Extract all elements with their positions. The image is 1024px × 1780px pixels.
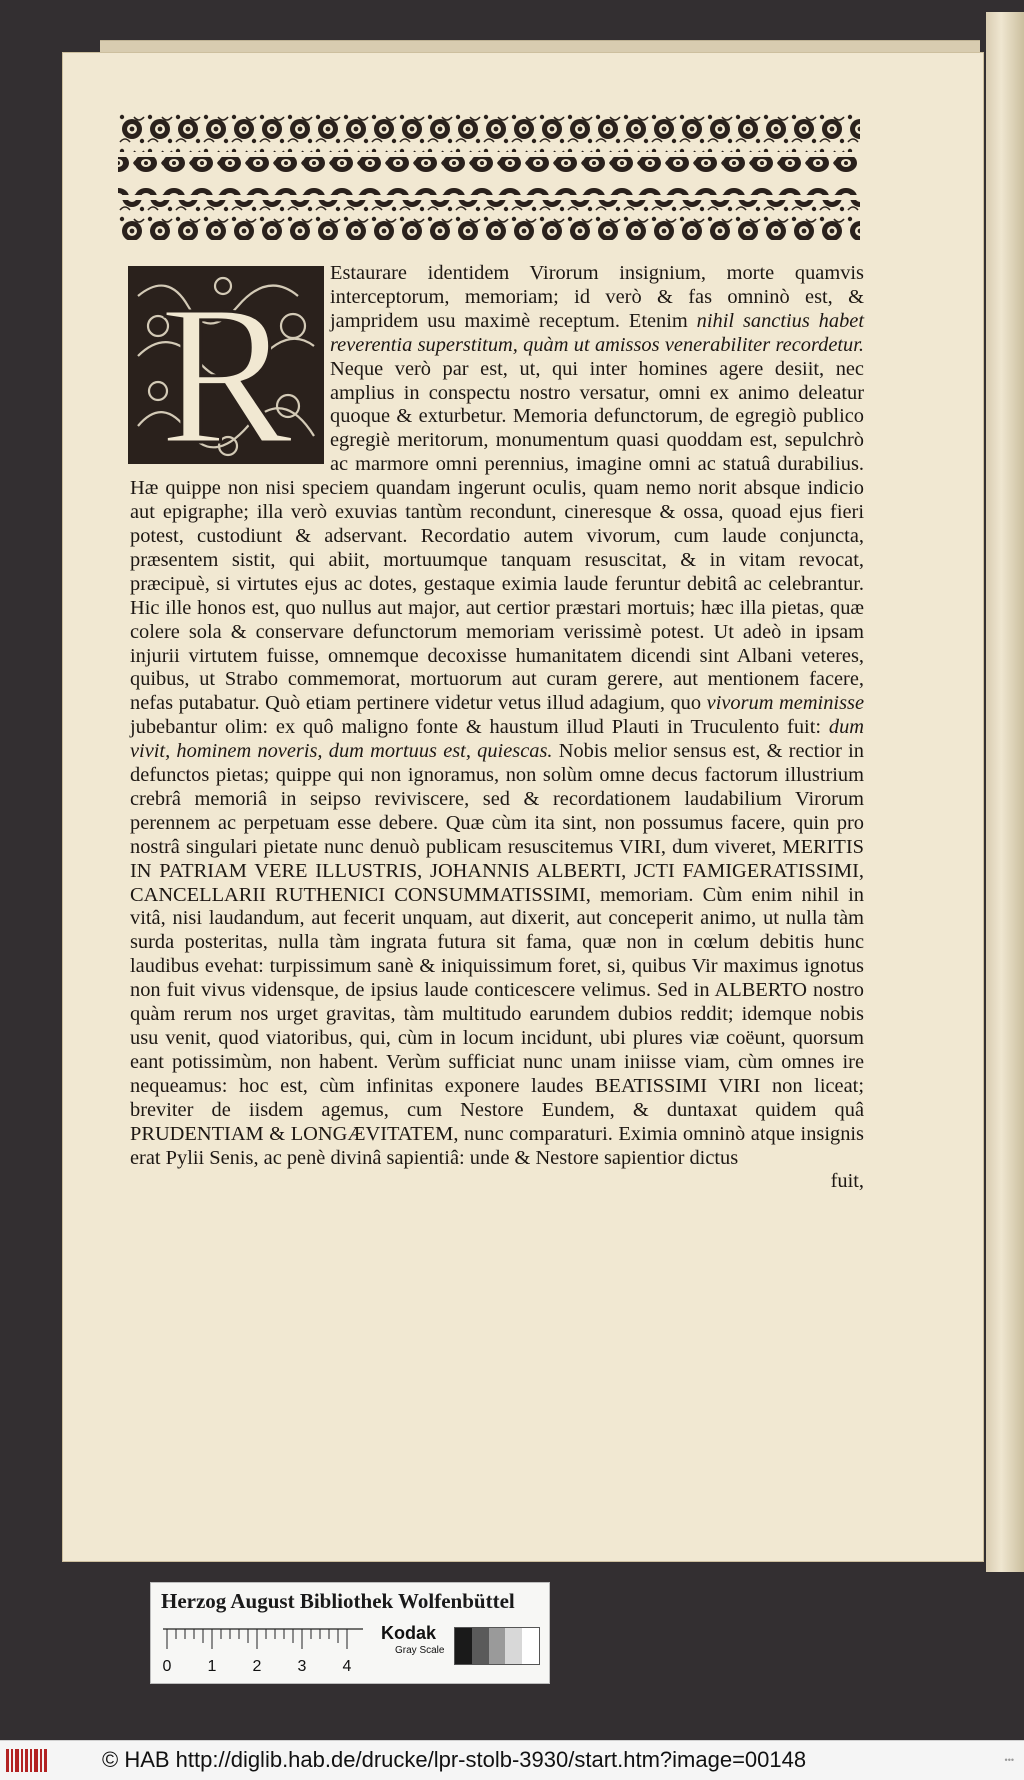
gray-patch [472, 1628, 489, 1664]
ruler-number-2: 2 [252, 1658, 262, 1675]
catchword: fuit, [830, 1170, 864, 1193]
gray-scale-label: Gray Scale [395, 1645, 445, 1656]
gray-patch [522, 1628, 539, 1664]
drop-cap-letter: R [159, 266, 293, 464]
institution-name: Herzog August Bibliothek Wolfenbüttel [161, 1589, 515, 1613]
scale-ruler [163, 1627, 373, 1679]
ruler-number-4: 4 [342, 1658, 352, 1675]
gray-patch [455, 1628, 472, 1664]
color-calibration-card [150, 1582, 550, 1684]
text-segment-1: Estaurare identidem Virorum insignium, morte quamvis interceptorum, memoriam; id verò & fas omninò est, & jampridem usu maximè receptum. Etenim [330, 262, 864, 332]
quote-reverentia: nihil sanctius habet reverentia superstitum, quàm ut amissos venerabiliter recordetur. [330, 309, 864, 356]
ruler-number-1: 1 [207, 1658, 217, 1675]
ruler-number-0: 0 [163, 1658, 172, 1675]
ruler-number-3: 3 [297, 1658, 307, 1675]
footer-bar [0, 1740, 1024, 1780]
body-text [130, 262, 864, 1194]
text-segment-3: jubebantur olim: ex quô maligno fonte & haustum illud Plauti in Truculento fuit: [130, 716, 829, 739]
hab-logo-icon [6, 1747, 50, 1774]
quote-plautus: dum vivit, hominem noveris, dum mortuus est, quiescas. [130, 716, 864, 763]
gray-patch [505, 1628, 522, 1664]
text-segment-4: Nobis melior sensus est, & rectior in defunctos pietas; quippe qui non ignoramus, non solùm omne decus factorum illustrium crebrâ memoriâ in seipso reviviscere, sed & recordationem laudabilium Virorum perennem ac perpetuam esse debere. Quæ cùm ita sint, non possumus facere, quin pro nostrâ singulari pietate nunc denuò publicam resuscitemus VIRI, dum viveret, MERITIS IN PATRIAM VERE ILLUSTRIS, JOHANNIS ALBERTI, JCTI FAMIGERATISSIMI, CANCELLARII RUTHENICI CONSUMMATISSIMI, memoriam. Cùm enim nihil in vitâ, nisi laudandum, aut fecerit unquam, aut dixerit, aut conceperit animo, ut nulla tàm surda posteritas, nulla tàm ingrata futura sit fama, quæ non in cœlum debitis hunc laudibus evehat: turpissimum sanè & iniquissimum foret, si, quibus Vir maximus ignotus non fuit vivus vidensque, de ipsius laude conticescere velimus. Sed in ALBERTO nostro quàm rerum nos urget gravitas, tàm multitudo earundem dubios reddit; idemque nobis usu venit, quod viatoribus, qui, cùm in locum incidunt, ubi plures viæ coëunt, quorsum eant potissimùm, non habent. Verùm sufficiat nunc unam iniisse viam, cùm omnes ire nequeamus: hoc est, cùm infinitas exponere laudes BEATISSIMI VIRI non liceat; breviter de iisdem agemus, cum Nestore Eundem, & duntaxat quidem quâ PRUDENTIAM & LONGÆVITATEM, nunc comparaturi. Eximia omninò atque insignis erat Pylii Senis, ac penè divinâ sapientiâ: unde & Nestore sapientior dictus [130, 740, 864, 1169]
ornamental-border-band [118, 112, 860, 242]
text-segment-2: Neque verò par est, ut, qui inter homines agere desiit, nec amplius in conspectu nostro versatur, omni ex animo deleatur quoque & exturbetur. Memoria defunctorum, de egregiò publico egregiè meritorum, monumentum quasi quoddam est, sepulchrò ac marmore omni perennius, imagine omni ac statuâ durabilius. Hæ quippe non nisi speciem quandam ingerunt oculis, quam nemo norit absque indicio aut epigraphe; illa verò exuvias tantùm recondunt, cineresque & ossa, quoad ejus fieri potest, custodiunt & adservant. Recordatio autem vivorum, cum laude conjuncta, præsentem sistit, qui abiit, mortuumque tanquam resuscitat, & in vitam revocat, præcipuè, si virtutes ejus ac dotes, gestaque eximia laude feruntur debitâ ac celebrantur. Hic ille honos est, quo nullus aut major, aut certior præstari mortuis; hæc illa pietas, quæ colere sola & conservare defunctorum memoriam verissimè potest. Ut adeò in ipsam injurii virtutem fuisse, omnemque decoxisse humanitatem dicendi sint Albani veteres, quibus, ut Strabo commemorat, mortuorum aut curam gerere, aut mentionem facere, nefas putabatur. Quò etiam pertinere videtur vetus illud adagium, quo [130, 357, 864, 715]
gray-scale-patches [454, 1627, 540, 1665]
next-page-edge [986, 12, 1024, 1572]
kodak-brand: Kodak [381, 1623, 437, 1643]
quote-vivorum: vivorum meminisse [706, 692, 864, 715]
gray-patch [489, 1628, 506, 1664]
drop-cap-space [130, 262, 330, 468]
copyright-url[interactable]: © HAB http://diglib.hab.de/drucke/lpr-stolb-3930/start.htm?image=00148 [102, 1747, 807, 1772]
page-marker: ••• [1004, 1755, 1014, 1765]
